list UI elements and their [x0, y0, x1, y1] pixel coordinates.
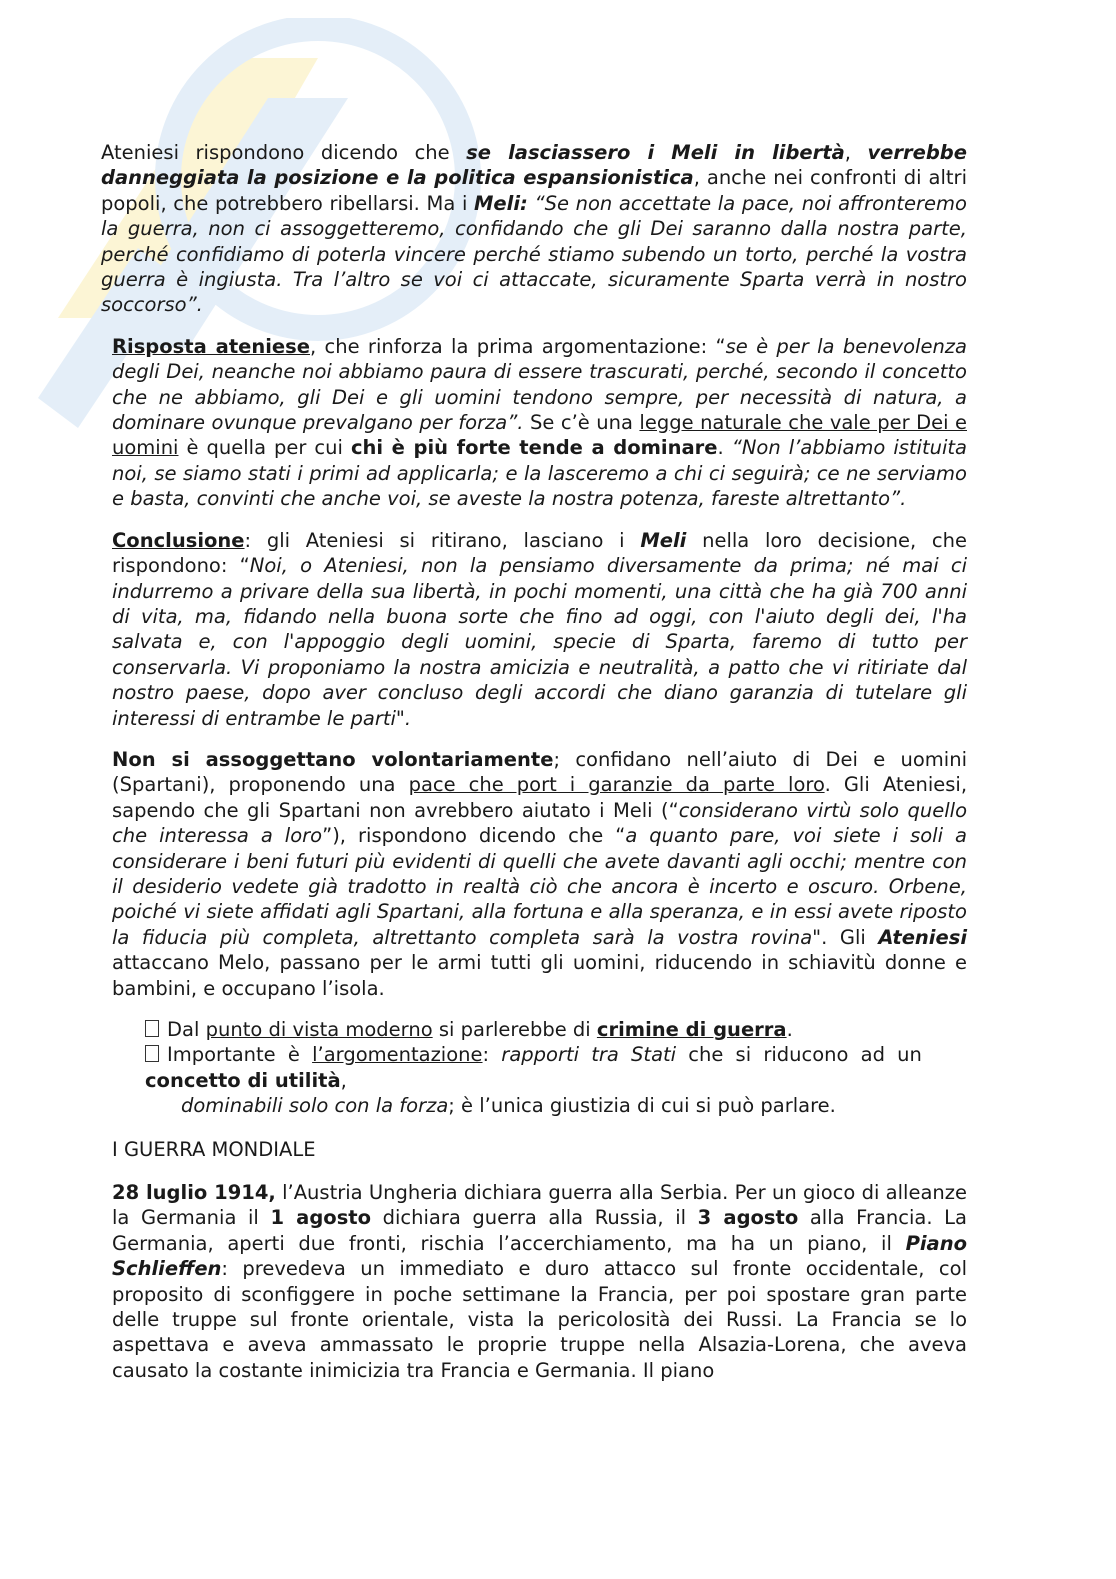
underlined-text: punto di vista moderno [205, 1018, 433, 1041]
section-label: Risposta ateniese [112, 334, 310, 358]
checkbox-icon [145, 1045, 159, 1062]
bullet-item [145, 1042, 1011, 1067]
bullet-item [145, 1017, 1011, 1042]
bullet-continuation [145, 1068, 1011, 1093]
bold-italic-text: Meli [640, 528, 687, 552]
underlined-text: pace che port i garanzie da parte loro [408, 773, 825, 797]
bold-text: Non si assoggettano volontariamente [112, 747, 554, 771]
text: : [482, 1043, 502, 1067]
quote-text: a quanto pare, voi siete i soli a considerare i beni futuri più evidenti di quelli che avete davanti agli occhi; mentre con il desiderio vedete già tradotto in realtà ciò che ancora è incerto e oscuro. Orbene, poiché vi siete affidati agli Spartani, alla fortuna e alla speranza, e in essi avete riposto la fiducia più completa, altrettanto completa sarà la vostra rovina [112, 824, 967, 949]
text: attaccano Melo, passano per le armi tutti gli uomini, riducendo in schiavitù donne e bambini, e occupano l’isola. [112, 951, 967, 1000]
text: Importante è [167, 1043, 313, 1067]
bold-italic-text: Piano Schlieffen [112, 1231, 967, 1281]
text: ”), rispondono dicendo che “ [322, 824, 626, 848]
paragraph-athenian-reply [101, 140, 967, 318]
paragraph-non-si-assoggettano [112, 747, 967, 1001]
document-body [101, 140, 967, 1383]
text: nella loro decisione, che rispondono: “ [112, 528, 967, 578]
text: che si riducono ad un [676, 1043, 922, 1067]
bold-text: 1 agosto [270, 1206, 372, 1230]
text: dichiara guerra alla Russia, il [371, 1206, 698, 1230]
text: : gli Ateniesi si ritirano, lasciano i [244, 528, 641, 552]
text: si parlerebbe di [432, 1018, 597, 1041]
text: . [717, 436, 732, 460]
italic-text: dominabili solo con la forza [181, 1094, 449, 1118]
bold-italic-text: Ateniesi [878, 925, 967, 949]
checkbox-icon [145, 1020, 159, 1037]
text: , [844, 141, 868, 164]
bullet-continuation [145, 1093, 1011, 1118]
text: è quella per cui [178, 436, 351, 460]
text: ; confidano nell’aiuto di Dei e uomini (Spartani), proponendo una [112, 747, 967, 797]
text: Ateniesi rispondono dicendo che [101, 141, 467, 164]
underlined-text: l’argomentazione [312, 1043, 483, 1067]
italic-text: rapporti tra Stati [501, 1043, 677, 1067]
underlined-text: legge naturale che vale per Dei e uomini [112, 411, 967, 460]
paragraph-first-world-war [112, 1180, 967, 1383]
bold-text: 3 agosto [697, 1206, 799, 1230]
text: Dal [167, 1018, 206, 1041]
quote-text: Noi, o Ateniesi, non la pensiamo diversamente da prima; né mai ci indurremo a privare della sua libertà, in pochi momenti, una città che ha già 700 anni di vita, ma, fidando nella buona sorte che fino ad oggi, con l'aiuto degli dei, l'ha salvata e, con l'appoggio degli uomini, specie di Sparta, faremo di tutto per conservarla. Vi proponiamo la nostra amicizia e neutralità, a patto che vi ritiriate dal nostro paese, dopo aver concluso degli accordi che diano garanzia di tutelare gli interessi di entrambe le parti". [112, 554, 967, 730]
text: , che rinforza la prima argomentazione: “ [310, 334, 726, 358]
text: . [786, 1018, 793, 1041]
text: Se c’è una [523, 411, 640, 435]
section-label: Conclusione [112, 528, 245, 552]
text: l’Austria Ungheria dichiara guerra alla Serbia. Per un gioco di alleanze la Germania il [112, 1181, 967, 1230]
paragraph-risposta-ateniese [112, 334, 967, 512]
text: . Gli Ateniesi, sapendo che gli Spartani non avrebbero aiutato i Meli (“ [112, 773, 968, 822]
text: , anche nei confronti di altri popoli, che potrebbero ribellarsi. Ma i [101, 166, 967, 215]
bold-italic-text: verrebbe danneggiata la posizione e la politica espansionistica [101, 141, 967, 190]
text: ". Gli [812, 925, 879, 949]
section-heading: I GUERRA MONDIALE [112, 1137, 316, 1161]
bold-text: concetto di utilità [145, 1068, 341, 1092]
quote-text: “Non l’abbiamo istituita noi, se siamo stati i primi ad applicarla; e la lasceremo a chi ci seguirà; ce ne serviamo e basta, convinti che anche voi, se aveste la nostra potenza, fareste altrettanto”. [112, 436, 967, 511]
bullet-list [145, 1017, 1011, 1119]
text: ; è l’unica giustizia di cui si può parlare. [448, 1094, 836, 1118]
quote-text: se è per la benevolenza degli Dei, neanche noi abbiamo paura di essere trascurati, perché, secondo il concetto che ne abbiamo, gli Dei e gli uomini tendono sempre, per necessità di natura, a dominare ovunque prevalgano per forza”. [112, 334, 967, 435]
quote-text: considerano virtù solo quello che interessa a loro [112, 798, 968, 848]
bold-text: chi è più forte tende a dominare [350, 436, 718, 460]
bold-italic-text: se lasciassero i Meli in libertà [466, 141, 845, 164]
text: , [340, 1068, 347, 1092]
bold-underlined-text: crimine di guerra [596, 1018, 787, 1041]
quote-text: “Se non accettate la pace, noi affronteremo la guerra, non ci assoggetteremo, confidando che gli Dei saranno dalla nostra parte, perché confidiamo di poterla vincere perché stiamo subendo un torto, perché la vostra guerra è ingiusta. Tra l’altro se voi ci attaccate, sicuramente Sparta verrà in nostro soccorso”. [101, 191, 967, 317]
text: : prevedeva un immediato e duro attacco sul fronte occidentale, col proposito di sconfiggere in poche settimane la Francia, per poi spostare gran parte delle truppe sul fronte orientale, vista la pericolosità dei Russi. La Francia se lo aspettava e aveva ammassato le proprie truppe nella Alsazia-Lorena, che aveva causato la costante inimicizia tra Francia e Germania. Il piano [112, 1257, 967, 1382]
paragraph-conclusione [112, 528, 967, 731]
bold-text: 28 luglio 1914, [112, 1181, 276, 1205]
bold-italic-text: Meli: [474, 191, 528, 215]
text: alla Francia. La Germania, aperti due fronti, rischia l’accerchiamento, ma ha un piano, il [112, 1206, 967, 1255]
